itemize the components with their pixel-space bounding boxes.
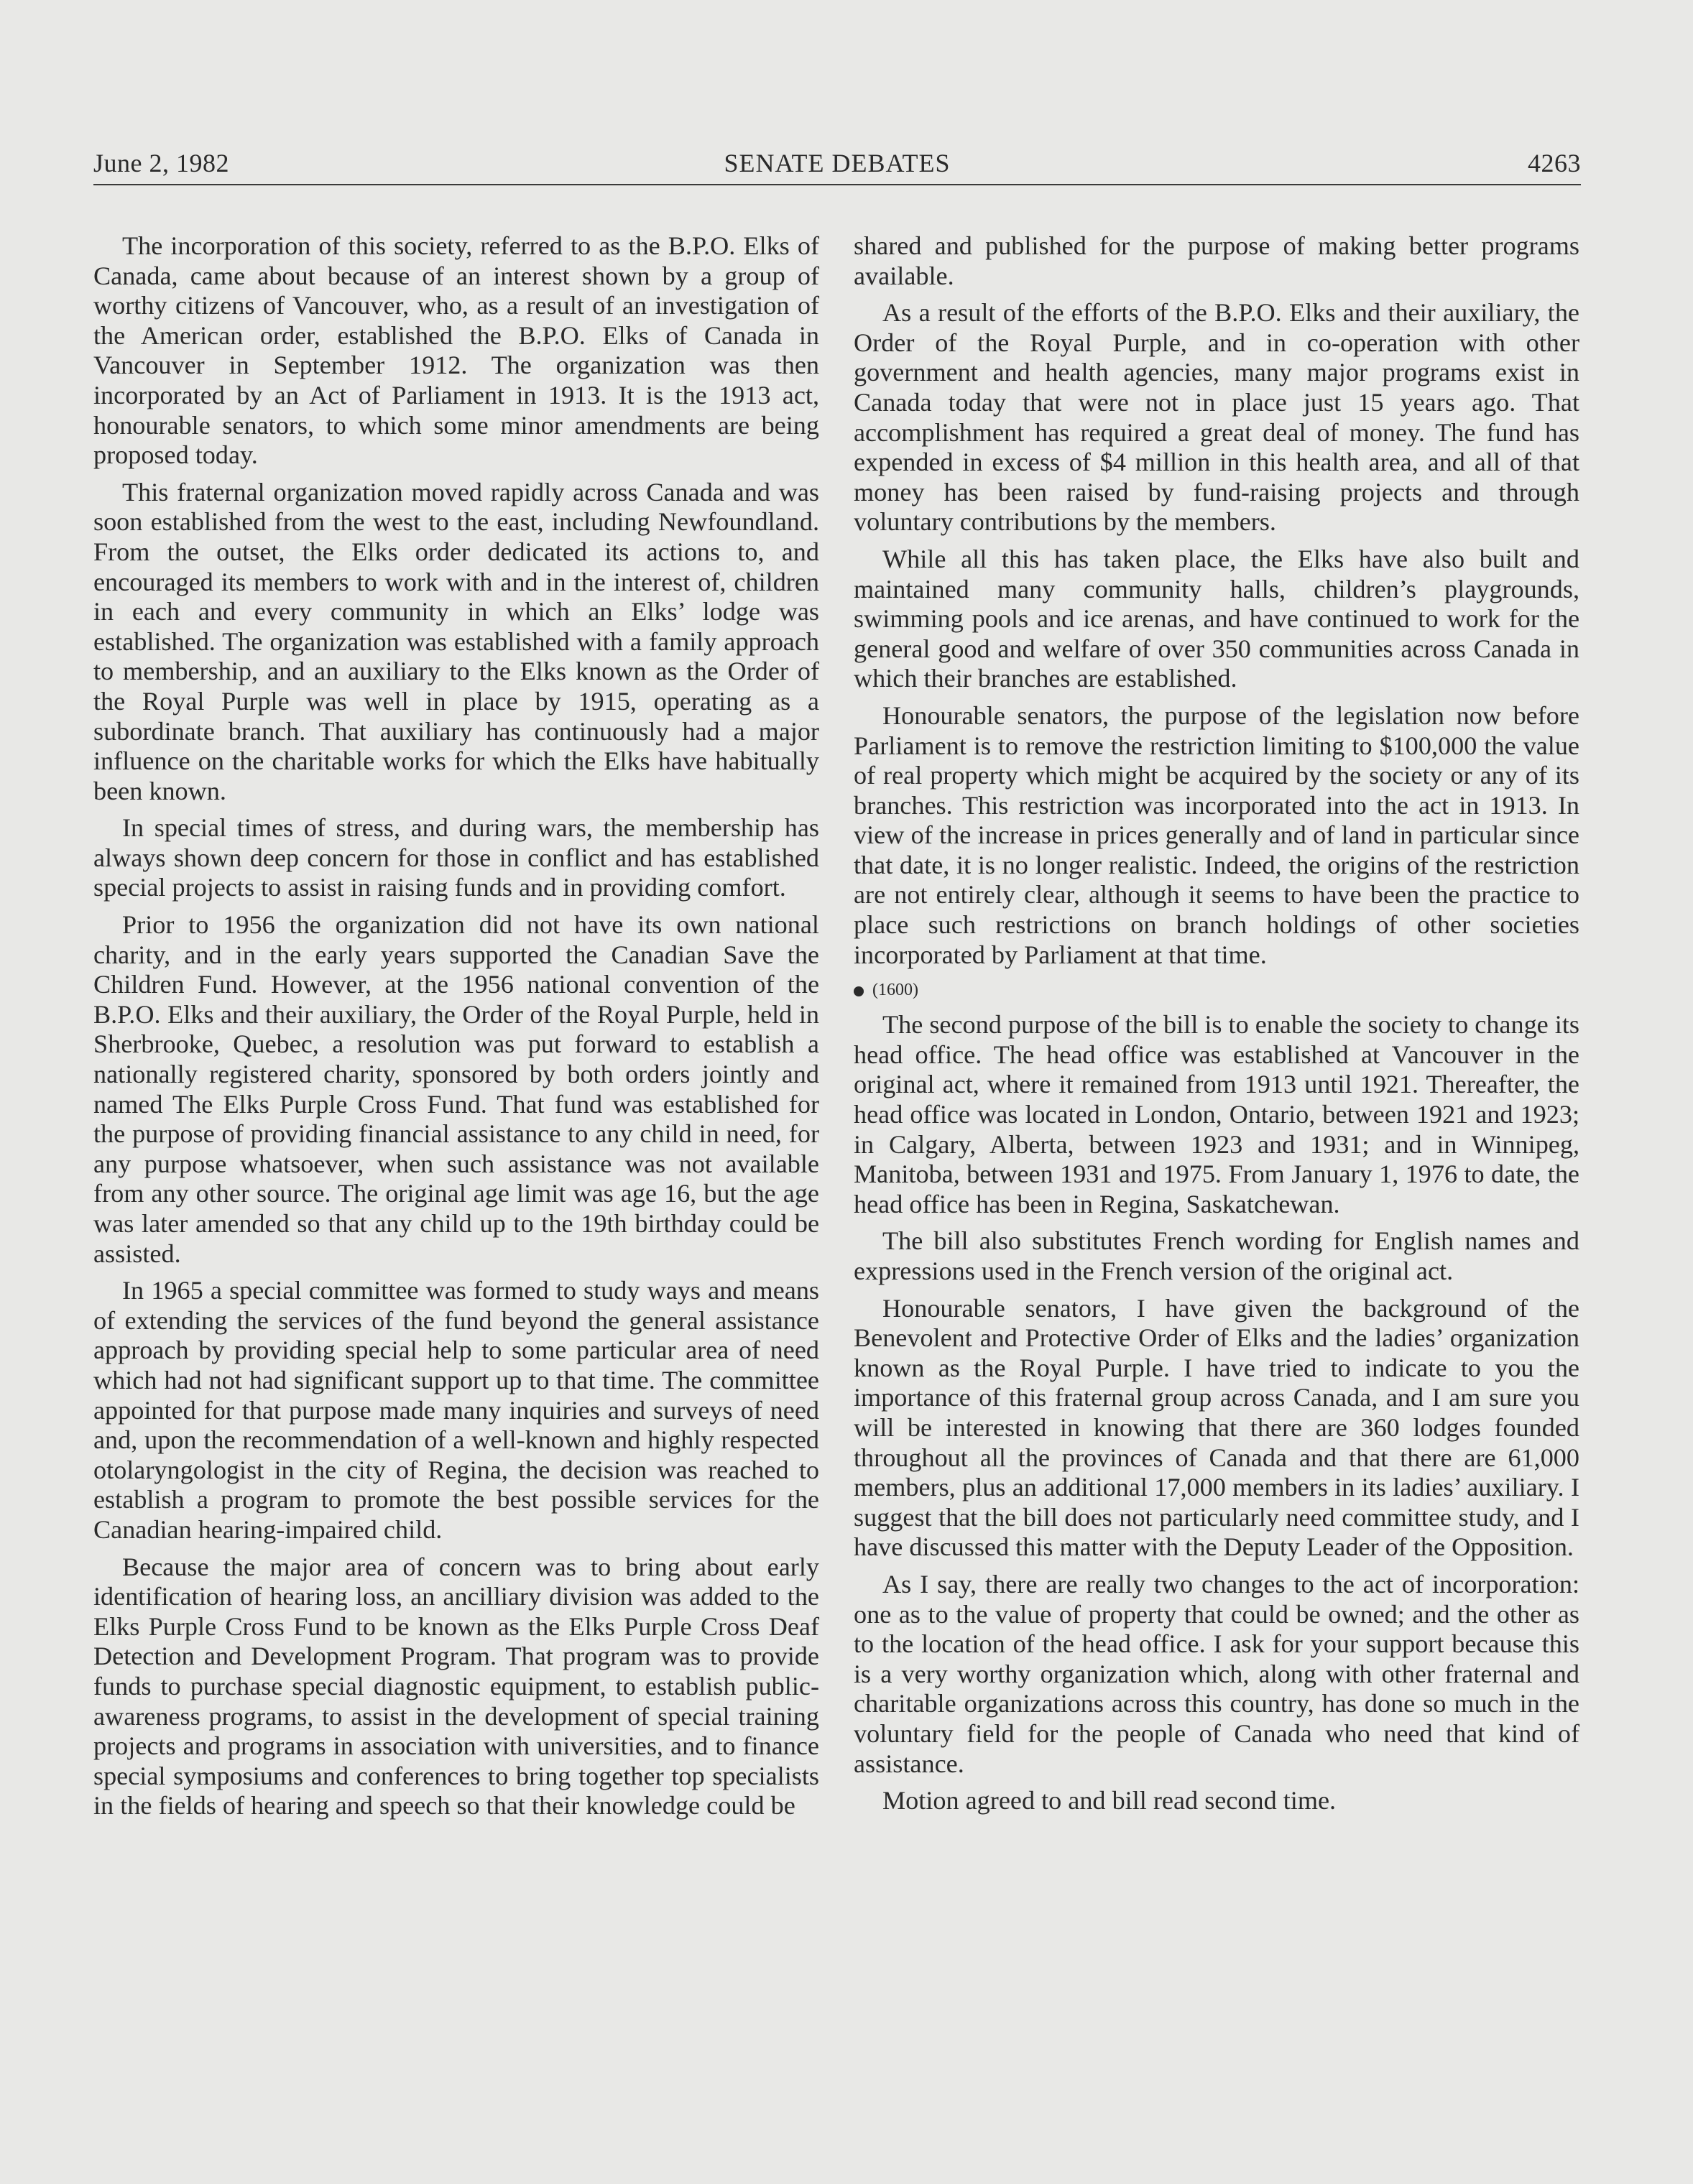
paragraph: While all this has taken place, the Elks have also built and maintained many community halls, children’s playgrounds, swimming pools and ice arenas, and have continued to work for the general good and welfare of over 350 communities across Canada in which their branches are established. [854, 544, 1579, 693]
paragraph: Honourable senators, I have given the background of the Benevolent and Protective Order of Elks and the ladies’ organization known as the Royal Purple. I have tried to indicate to you the importance of this fraternal group across Canada, and I am sure you will be interested in knowing that there are 360 lodges founded throughout all the provinces of Canada and that there are 61,000 members, plus an additional 17,000 members in its ladies’ auxiliary. I suggest that the bill does not particularly need committee study, and I have discussed this matter with the Deputy Leader of the Opposition. [854, 1293, 1579, 1562]
paragraph: Prior to 1956 the organization did not have its own national charity, and in the early years supported the Canadian Save the Children Fund. However, at the 1956 national convention of the B.P.O. Elks and their auxiliary, the Order of the Royal Purple, held in Sherbrooke, Quebec, a resolution was put forward to establish a nationally registered charity, sponsored by both orders jointly and named The Elks Purple Cross Fund. That fund was established for the purpose of providing financial assistance to any child in need, for any purpose whatsoever, when such assistance was not available from any other source. The original age limit was age 16, but the age was later amended so that any child up to the 19th birthday could be assisted. [93, 910, 819, 1268]
paragraph: The bill also substitutes French wording for English names and expressions used in the French version of the original act. [854, 1226, 1579, 1285]
header-page-number: 4263 [1528, 149, 1581, 177]
paragraph: As a result of the efforts of the B.P.O. Elks and their auxiliary, the Order of the Royal Purple, and in co-operation with other government and health agencies, many major programs exist in Canada today that were not in place just 15 years ago. That accomplishment has required a great deal of money. The fund has expended in excess of $4 million in this health area, and all of that money has been raised by fund-raising projects and through voluntary contributions by the members. [854, 298, 1579, 537]
header-title: SENATE DEBATES [724, 149, 951, 177]
paragraph: Honourable senators, the purpose of the legislation now before Parliament is to remove the restriction limiting to $100,000 the value of real property which might be acquired by the society or any of its branches. This restriction was incorporated into the act in 1913. In view of the increase in prices generally and of land in particular since that date, it is no longer realistic. Indeed, the origins of the restriction are not entirely clear, although it seems to have been the practice to place such restrictions on branch holdings of other societies incorporated by Parliament at that time. [854, 700, 1579, 969]
paragraph: The incorporation of this society, referred to as the B.P.O. Elks of Canada, came about because of an interest shown by a group of worthy citizens of Vancouver, who, as a result of an investigation of the American order, established the B.P.O. Elks of Canada in Vancouver in September 1912. The organization was then incorporated by an Act of Parliament in 1913. It is the 1913 act, honourable senators, to which some minor amendments are being proposed today. [93, 231, 819, 470]
paragraph: In 1965 a special committee was formed to study ways and means of extending the services of the fund beyond the general assistance approach by providing special help to some particular area of need which had not had significant support up to that time. The committee appointed for that purpose made many inquiries and surveys of need and, upon the recommendation of a well-known and highly respected otolaryngologist in the city of Regina, the decision was reached to establish a program to promote the best possible services for the Canadian hearing-impaired child. [93, 1276, 819, 1544]
paragraph: The second purpose of the bill is to enable the society to change its head office. The head office was established at Vancouver in the original act, where it remained from 1913 until 1921. Thereafter, the head office was located in London, Ontario, between 1921 and 1923; in Calgary, Alberta, between 1923 and 1931; and in Winnipeg, Manitoba, between 1931 and 1975. From January 1, 1976 to date, the head office has been in Regina, Saskatchewan. [854, 1010, 1579, 1218]
paragraph: As I say, there are really two changes to the act of incorporation: one as to the value of property that could be owned; and the other as to the location of the head office. I ask for your support because this is a very worthy organization which, along with other fraternal and charitable organizations across this country, has done so much in the voluntary field for the people of Canada who need that kind of assistance. [854, 1569, 1579, 1778]
time-marker-text: (1600) [872, 981, 918, 1000]
left-column [93, 231, 819, 1828]
header-date: June 2, 1982 [93, 149, 229, 177]
bullet-icon [854, 986, 864, 996]
paragraph: In special times of stress, and during wars, the membership has always shown deep concern for those in conflict and has established special projects to assist in raising funds and in providing comfort. [93, 813, 819, 902]
page-header [93, 144, 1581, 187]
right-column [854, 231, 1579, 1823]
paragraph: Because the major area of concern was to bring about early identification of hearing loss, an ancilliary division was added to the Elks Purple Cross Fund to be known as the Elks Purple Cross Deaf Detection and Development Program. That program was to provide funds to purchase special diagnostic equipment, to establish public-awareness programs, to assist in the development of special training projects and programs in association with universities, and to finance special symposiums and conferences to bring together top specialists in the fields of hearing and speech so that their knowledge could be [93, 1552, 819, 1820]
paragraph: Motion agreed to and bill read second time. [882, 1786, 1337, 1815]
paragraph: This fraternal organization moved rapidly across Canada and was soon established from the west to the east, including Newfoundland. From the outset, the Elks order dedicated its actions to, and encouraged its members to work with and in the interest of, children in each and every community in which an Elks’ lodge was established. The organization was established with a family approach to membership, and an auxiliary to the Elks known as the Order of the Royal Purple was well in place by 1915, operating as a subordinate branch. That auxiliary has continuously had a major influence on the charitable works for which the Elks have habitually been known. [93, 477, 819, 805]
paragraph-continuation: shared and published for the purpose of making better programs available. [854, 231, 1579, 290]
time-marker [854, 977, 1579, 1003]
header-rule [93, 184, 1581, 185]
